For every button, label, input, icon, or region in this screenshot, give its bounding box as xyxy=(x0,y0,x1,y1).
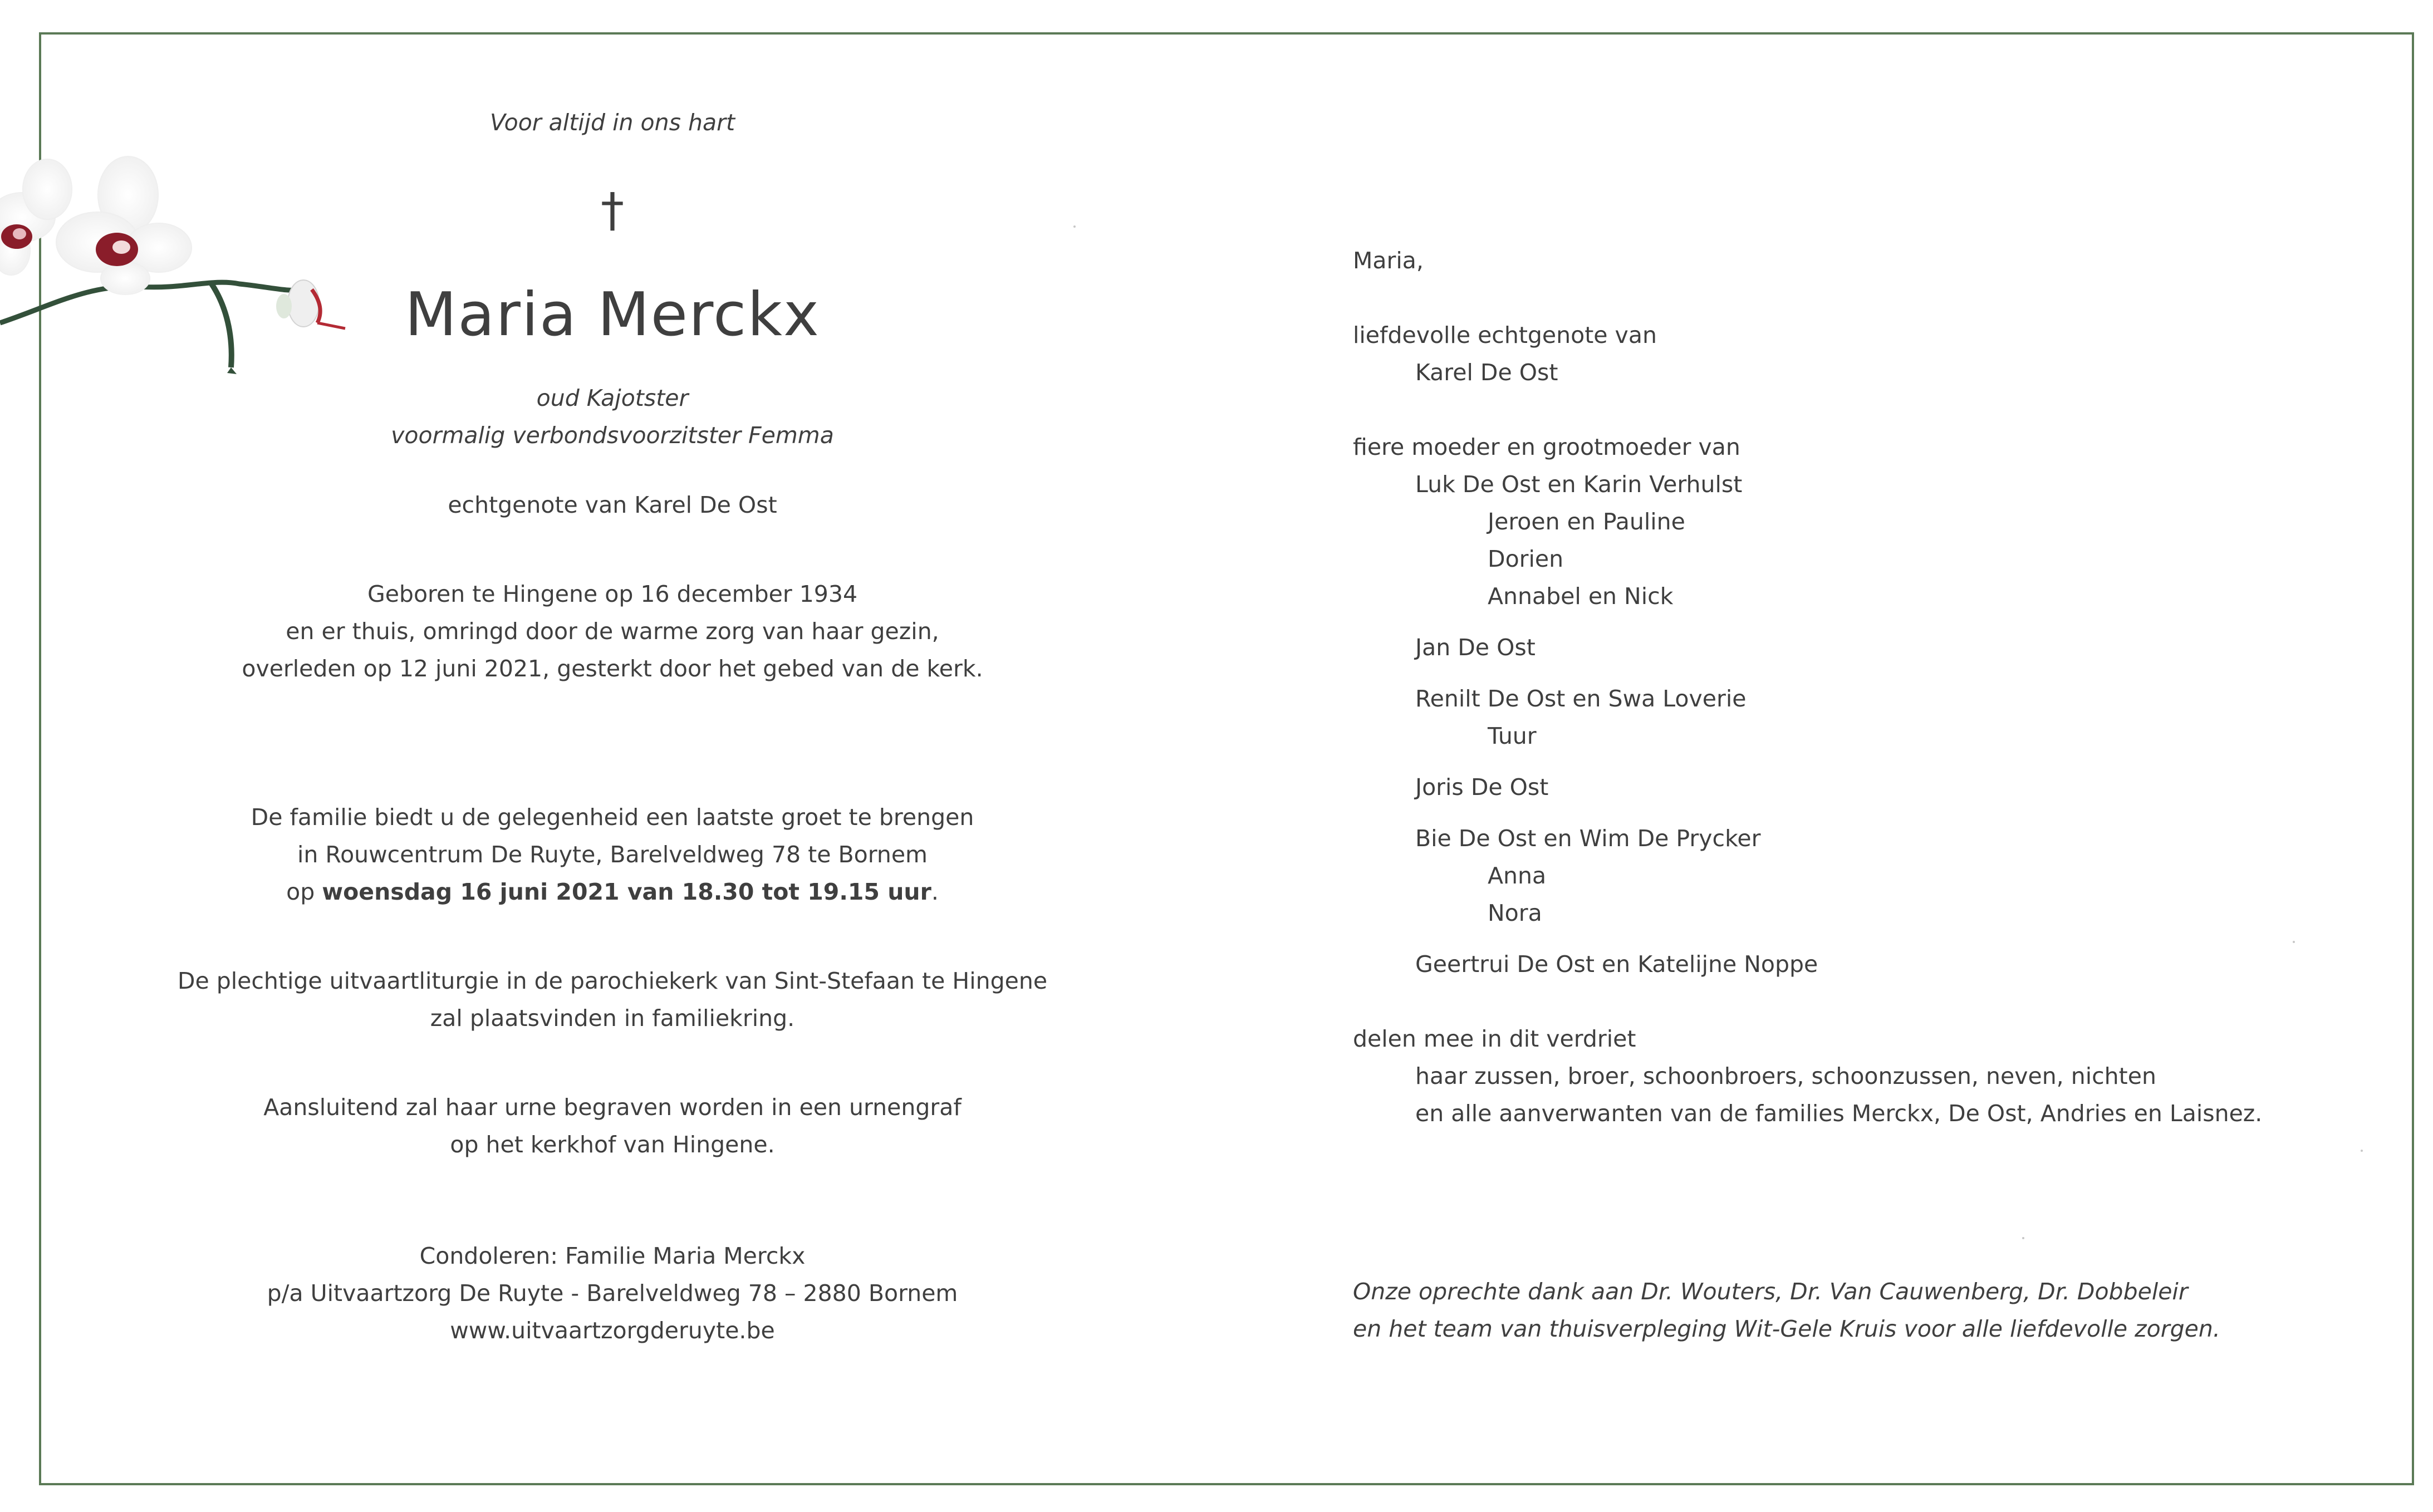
condolences-line-2: p/a Uitvaartzorg De Ruyte - Barelveldweg 78 – 2880 Bornem xyxy=(267,1280,958,1307)
grandchild-3-1: Tuur xyxy=(1488,723,1537,749)
grandchild-5-1: Anna xyxy=(1488,862,1547,889)
burial-line-1: Aansluitend zal haar urne begraven worden in een urnengraf xyxy=(263,1094,962,1121)
spouse-heading: liefdevolle echtgenote van xyxy=(1353,322,1657,348)
family-heading: fiere moeder en grootmoeder van xyxy=(1353,434,1740,460)
visit-line-1: De familie biedt u de gelegenheid een laatste groet te brengen xyxy=(251,804,974,831)
condolences-line-1: Condoleren: Familie Maria Merckx xyxy=(419,1243,806,1269)
grandchild-1-1: Jeroen en Pauline xyxy=(1488,508,1685,535)
grandchild-1-3: Annabel en Nick xyxy=(1488,583,1674,610)
condolences-website[interactable]: www.uitvaartzorgderuyte.be xyxy=(450,1317,775,1344)
visit-line-2: in Rouwcentrum De Ruyte, Barelveldweg 78 te Bornem xyxy=(297,841,928,868)
motto: Voor altijd in ons hart xyxy=(489,109,735,136)
right-column xyxy=(1353,0,2355,1512)
visit-line-3 xyxy=(100,878,1125,905)
role-line-2: voormalig verbondsvoorzitster Femma xyxy=(391,422,834,449)
thanks-line-1: Onze oprechte dank aan Dr. Wouters, Dr. Van Cauwenberg, Dr. Dobbeleir xyxy=(1353,1278,2188,1305)
visit-datetime: woensdag 16 juni 2021 van 18.30 tot 19.15 uur xyxy=(322,878,931,905)
burial-line-2: op het kerkhof van Hingene. xyxy=(450,1131,775,1158)
family-child-3: Renilt De Ost en Swa Loverie xyxy=(1415,685,1747,712)
scan-speck xyxy=(1073,225,1076,228)
birth-line-1: Geboren te Hingene op 16 december 1934 xyxy=(367,581,858,607)
role-line-1: oud Kajotster xyxy=(536,385,689,411)
visit-prefix: op xyxy=(286,878,322,905)
family-child-2: Jan De Ost xyxy=(1415,634,1536,661)
grandchild-1-2: Dorien xyxy=(1488,546,1564,572)
birth-line-3: overleden op 12 juni 2021, gesterkt door het gebed van de kerk. xyxy=(242,655,983,682)
scan-speck xyxy=(2361,1150,2363,1152)
family-child-5: Bie De Ost en Wim De Prycker xyxy=(1415,825,1761,852)
spouse-name: Karel De Ost xyxy=(1415,359,1558,386)
deceased-name: Maria Merckx xyxy=(405,280,820,350)
liturgy-line-1: De plechtige uitvaartliturgie in de parochiekerk van Sint-Stefaan te Hingene xyxy=(177,968,1048,994)
family-child-1: Luk De Ost en Karin Verhulst xyxy=(1415,471,1743,498)
scan-speck xyxy=(2022,1237,2024,1239)
liturgy-line-2: zal plaatsvinden in familiekring. xyxy=(430,1005,795,1032)
sorrow-heading: delen mee in dit verdriet xyxy=(1353,1025,1636,1052)
scan-speck xyxy=(2293,941,2295,943)
family-child-6: Geertrui De Ost en Katelijne Noppe xyxy=(1415,951,1818,978)
sorrow-line-2: en alle aanverwanten van de families Merckx, De Ost, Andries en Laisnez. xyxy=(1415,1100,2263,1127)
left-column xyxy=(100,0,1125,1512)
visit-suffix: . xyxy=(931,878,939,905)
cross-symbol: † xyxy=(601,183,624,237)
birth-line-2: en er thuis, omringd door de warme zorg van haar gezin, xyxy=(286,618,939,645)
family-child-4: Joris De Ost xyxy=(1415,774,1549,801)
thanks-line-2: en het team van thuisverpleging Wit-Gele Kruis voor alle liefdevolle zorgen. xyxy=(1353,1315,2220,1342)
sorrow-line-1: haar zussen, broer, schoonbroers, schoonzussen, neven, nichten xyxy=(1415,1063,2156,1089)
grandchild-5-2: Nora xyxy=(1488,900,1542,926)
salutation: Maria, xyxy=(1353,247,1424,274)
spouse-line: echtgenote van Karel De Ost xyxy=(448,492,777,518)
